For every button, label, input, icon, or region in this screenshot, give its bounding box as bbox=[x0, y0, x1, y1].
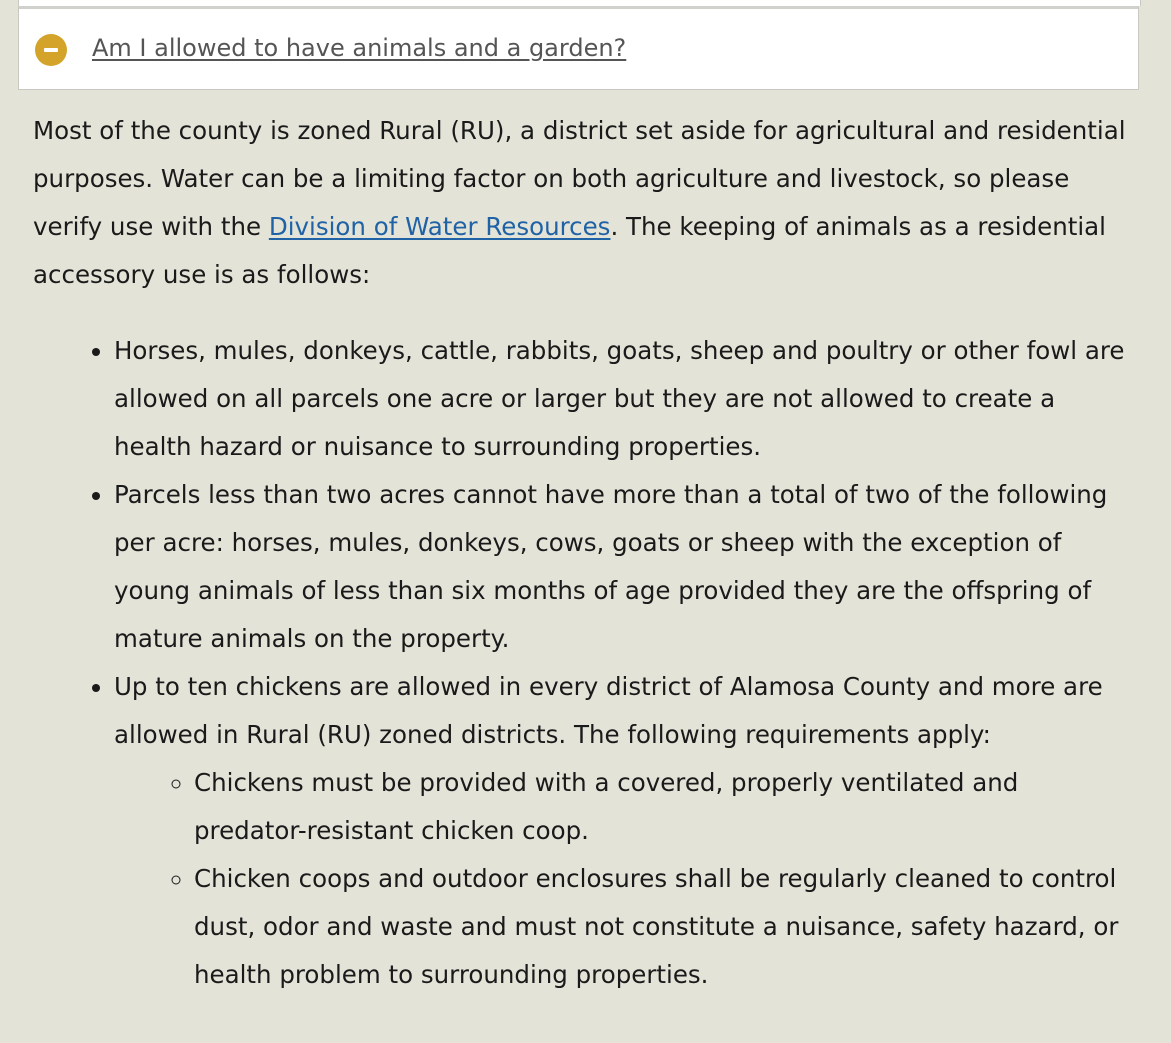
intro-text-after-link: . The keeping of animals as a residential accessory use is as follows: bbox=[33, 212, 1106, 289]
faq-answer bbox=[33, 107, 1133, 999]
rule-text: Up to ten chickens are allowed in every district of Alamosa County and more are allowed in Rural (RU) zoned districts. The following requirements apply: bbox=[114, 672, 1103, 749]
answer-intro bbox=[33, 107, 1133, 299]
faq-item-header[interactable] bbox=[18, 6, 1139, 90]
minus-circle-icon[interactable] bbox=[35, 34, 67, 66]
requirement-text: Chicken coops and outdoor enclosures shall be regularly cleaned to control dust, odor and waste and must not constitute a nuisance, safety hazard, or health problem to surrounding properties. bbox=[194, 864, 1119, 989]
animal-rules-list bbox=[33, 327, 1133, 999]
list-item bbox=[114, 327, 1133, 471]
list-item bbox=[114, 471, 1133, 663]
list-item bbox=[194, 855, 1133, 999]
list-item bbox=[114, 663, 1133, 999]
intro-text-before-link: Most of the county is zoned Rural (RU), a district set aside for agricultural and residential purposes. Water can be a limiting factor on both agriculture and livestock, so please verify use with the bbox=[33, 116, 1126, 241]
list-item bbox=[194, 759, 1133, 855]
rule-text: Horses, mules, donkeys, cattle, rabbits, goats, sheep and poultry or other fowl are allowed on all parcels one acre or larger but they are not allowed to create a health hazard or nuisance to surrounding properties. bbox=[114, 336, 1125, 461]
faq-question-link[interactable]: Am I allowed to have animals and a garden? bbox=[92, 34, 627, 62]
division-of-water-resources-link[interactable]: Division of Water Resources bbox=[268, 212, 611, 241]
requirement-text: Chickens must be provided with a covered, properly ventilated and predator-resistant chicken coop. bbox=[194, 768, 1019, 845]
rule-text: Parcels less than two acres cannot have more than a total of two of the following per acre: horses, mules, donkeys, cows, goats or sheep with the exception of young animals of less than six months of age provided they are the offspring of mature animals on the property. bbox=[114, 480, 1108, 653]
chicken-requirements-list bbox=[114, 759, 1133, 999]
